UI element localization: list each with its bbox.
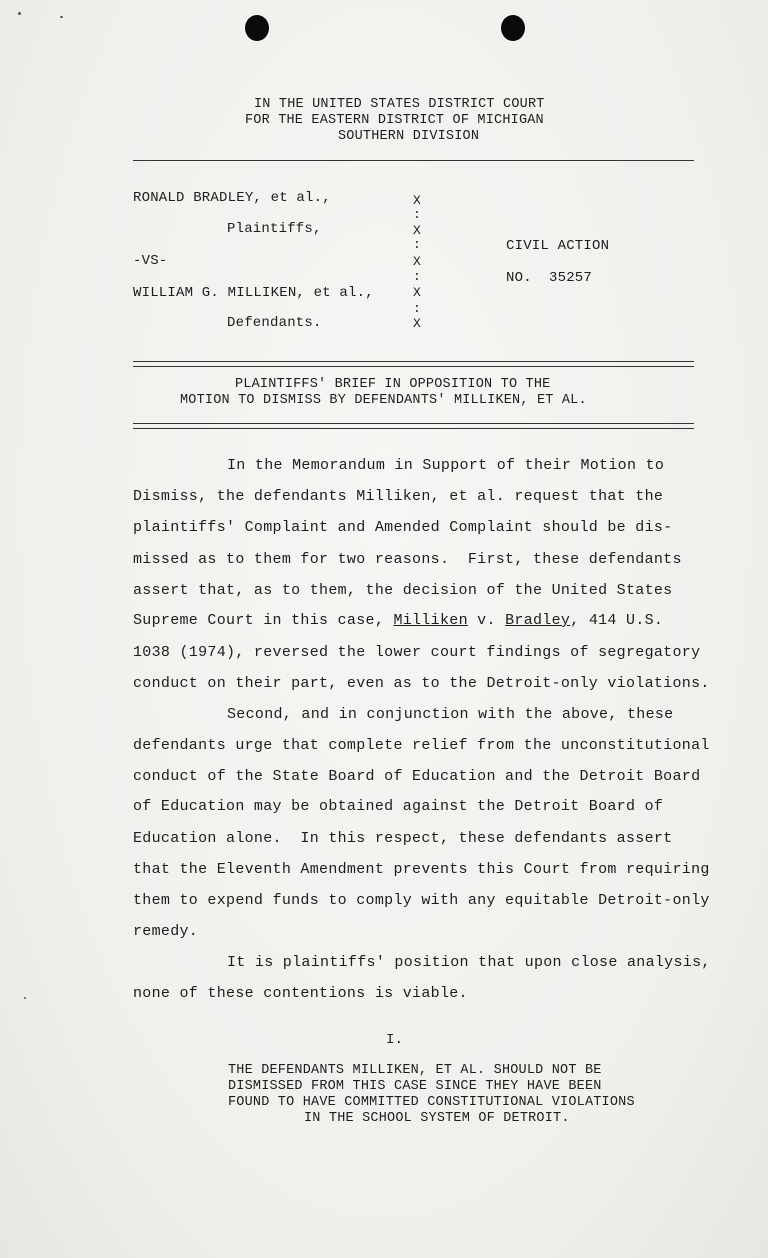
title-rule-top <box>133 361 694 367</box>
civil-action-label: CIVIL ACTION <box>506 238 610 254</box>
body-line: 1038 (1974), reversed the lower court findings of segregatory <box>133 644 701 661</box>
body-line-citation <box>133 612 663 629</box>
caption-bracket: X <box>413 193 422 208</box>
brief-title-line-2: MOTION TO DISMISS BY DEFENDANTS' MILLIKEN, ET AL. <box>180 393 587 408</box>
body-line: conduct on their part, even as to the Detroit-only violations. <box>133 675 710 692</box>
civil-action-number: NO. 35257 <box>506 270 593 286</box>
speck <box>24 997 26 999</box>
caption-colon: : <box>413 301 422 316</box>
section-numeral: I. <box>386 1032 404 1048</box>
court-header-line-2: FOR THE EASTERN DISTRICT OF MICHIGAN <box>245 113 544 128</box>
punch-hole-right <box>501 15 525 41</box>
section-heading-line-2: DISMISSED FROM THIS CASE SINCE THEY HAVE BEEN <box>228 1079 602 1094</box>
versus: -VS- <box>133 253 168 269</box>
court-header-line-3: SOUTHERN DIVISION <box>338 129 480 144</box>
caption-bracket: X <box>413 285 422 300</box>
brief-title-line-1: PLAINTIFFS' BRIEF IN OPPOSITION TO THE <box>235 377 551 392</box>
plaintiff-role: Plaintiffs, <box>227 221 322 237</box>
body-line: defendants urge that complete relief from the unconstitutional <box>133 737 710 754</box>
case-name-milliken: Milliken <box>393 612 468 629</box>
plaintiff-name: RONALD BRADLEY, et al., <box>133 190 331 206</box>
caption-bracket: X <box>413 254 422 269</box>
body-line: Dismiss, the defendants Milliken, et al. request that the <box>133 488 664 505</box>
defendant-name: WILLIAM G. MILLIKEN, et al., <box>133 285 374 301</box>
caption-bracket: X <box>413 223 422 238</box>
caption-colon: : <box>413 207 422 222</box>
body-line: It is plaintiffs' position that upon close analysis, <box>227 954 711 971</box>
section-heading-line-1: THE DEFENDANTS MILLIKEN, ET AL. SHOULD NOT BE <box>228 1063 602 1078</box>
title-rule-bottom <box>133 423 694 429</box>
body-line: Education alone. In this respect, these defendants assert <box>133 830 673 847</box>
body-line: none of these contentions is viable. <box>133 985 468 1002</box>
body-line: of Education may be obtained against the Detroit Board of <box>133 798 664 815</box>
body-line: plaintiffs' Complaint and Amended Complaint should be dis- <box>133 519 673 536</box>
body-line: remedy. <box>133 923 199 940</box>
body-line: Second, and in conjunction with the above, these <box>227 706 674 723</box>
body-line: them to expend funds to comply with any equitable Detroit-only <box>133 892 710 909</box>
speck <box>60 16 63 18</box>
body-line: assert that, as to them, the decision of the United States <box>133 582 673 599</box>
citation-tail: , 414 U.S. <box>570 612 664 629</box>
body-line: missed as to them for two reasons. First, these defendants <box>133 551 682 568</box>
body-line: that the Eleventh Amendment prevents this Court from requiring <box>133 861 710 878</box>
case-name-bradley: Bradley <box>505 612 571 629</box>
body-line: conduct of the State Board of Education and the Detroit Board <box>133 768 701 785</box>
body-line: In the Memorandum in Support of their Motion to <box>227 457 665 474</box>
header-rule <box>133 160 694 161</box>
citation-lead: Supreme Court in this case, <box>133 612 394 629</box>
section-heading-line-4: IN THE SCHOOL SYSTEM OF DETROIT. <box>304 1111 570 1126</box>
case-versus: v. <box>467 612 506 629</box>
caption-bracket: X <box>413 316 422 331</box>
caption-colon: : <box>413 237 422 252</box>
caption-colon: : <box>413 269 422 284</box>
speck <box>18 12 21 15</box>
defendant-role: Defendants. <box>227 315 322 331</box>
court-header-line-1: IN THE UNITED STATES DISTRICT COURT <box>254 97 545 112</box>
section-heading-line-3: FOUND TO HAVE COMMITTED CONSTITUTIONAL VIOLATIONS <box>228 1095 635 1110</box>
punch-hole-left <box>245 15 269 41</box>
